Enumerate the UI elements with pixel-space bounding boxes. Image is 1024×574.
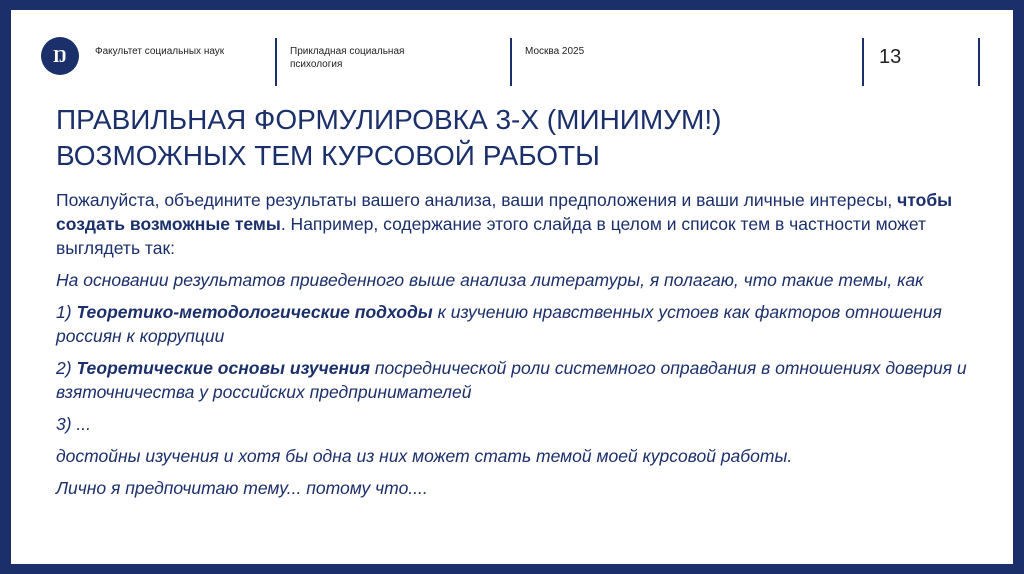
faculty-label: Факультет социальных наук bbox=[95, 46, 225, 57]
topic-item-1 bbox=[56, 300, 986, 348]
program-label bbox=[290, 45, 404, 71]
slide-body bbox=[56, 188, 986, 508]
svg-text:Ŋ: Ŋ bbox=[53, 46, 67, 66]
preference-paragraph: Лично я предпочитаю тему... потому что.... bbox=[56, 478, 428, 498]
topic-item-2 bbox=[56, 356, 986, 404]
conclusion-paragraph: достойны изучения и хотя бы одна из них может стать темой моей курсовой работы. bbox=[56, 446, 793, 466]
lead-paragraph: На основании результатов приведенного выше анализа литературы, я полагаю, что такие темы, как bbox=[56, 270, 924, 290]
intro-text-a: Пожалуйста, объедините результаты вашего анализа, ваши предположения и ваши личные интересы, bbox=[56, 190, 898, 210]
slide-title-line1: ПРАВИЛЬНАЯ ФОРМУЛИРОВКА 3-Х (МИНИМУМ!) bbox=[56, 104, 722, 135]
location-label: Москва 2025 bbox=[525, 46, 585, 57]
intro-paragraph bbox=[56, 188, 986, 260]
topic-item-2-number: 2) bbox=[56, 358, 77, 378]
header-divider bbox=[862, 38, 864, 86]
topic-item-1-number: 1) bbox=[56, 302, 77, 322]
slide-title-line2: ВОЗМОЖНЫХ ТЕМ КУРСОВОЙ РАБОТЫ bbox=[56, 140, 600, 171]
slide bbox=[11, 10, 1013, 564]
topic-item-1-rest: к изучению нравственных устоев как факторов отношения россиян к коррупции bbox=[56, 302, 942, 346]
intro-text-b: . Например, содержание этого слайда в целом и список тем в частности может выглядеть так: bbox=[56, 214, 927, 258]
intro-bold-text: чтобы создать возможные темы bbox=[56, 190, 953, 234]
program-label-line2: психология bbox=[290, 59, 343, 70]
program-label-line1: Прикладная социальная bbox=[290, 46, 405, 57]
topic-item-2-bold: Теоретические основы изучения bbox=[76, 358, 371, 378]
topic-item-1-bold: Теоретико-методологические подходы bbox=[76, 302, 433, 322]
hse-logo-icon bbox=[41, 37, 79, 75]
topic-item-3: 3) ... bbox=[56, 414, 92, 434]
header-divider bbox=[275, 38, 277, 86]
topic-item-2-rest: посреднической роли системного оправдания в отношениях доверия и взяточничества у российских предпринимателей bbox=[56, 358, 967, 402]
page-number: 13 bbox=[879, 46, 902, 68]
header-divider bbox=[978, 38, 980, 86]
slide-title bbox=[56, 102, 956, 174]
header-divider bbox=[510, 38, 512, 86]
